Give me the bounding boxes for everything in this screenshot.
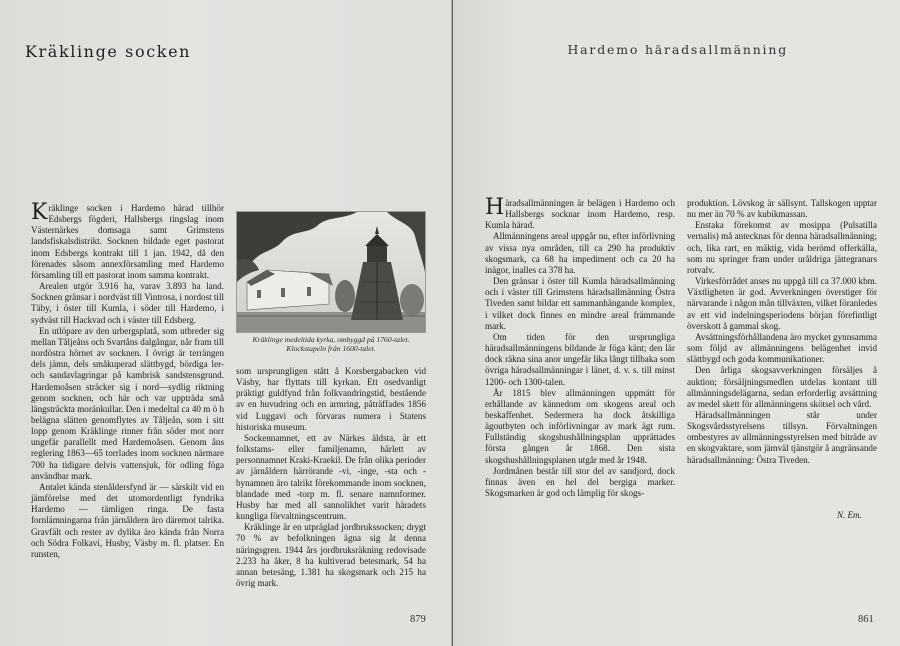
caption-line: Kräklinge medeltida kyrka, ombyggd på 1760-talet. [252,335,410,344]
dropcap-letter: K [31,200,48,225]
paragraph: En utlöpare av den urbergsplatå, som utbreder sig mellan Tåljeåns och Svartåns dalgångar, når fram till nordöstra hörnet av socknen. I övrigt är terrängen dels jämn, dels småkuperad slättbygd, bördiga ler- och sandavlagringar på kambrisk sandstensgrund. Hardemoåsen sträcker sig i nord—sydlig riktning genom socknen, och här och var uppträda små längsträckta moränkullar. Den i medeltal ca 40 m ö h belägna slätten genomflytes av Tåljeån, som i sitt lopp genom Kräklinge rinner från söder mot norr ungefär parallellt med Hardemoåsen. Genom åns reglering 1863—65 torrlades inom socknen närmare 700 ha tidigare delvis vattensjuk, för odling föga användbar mark. [31,325,224,481]
right-page-title: Hardemo häradsallmänning [567,42,788,57]
paragraph: Kräklinge socken i Hardemo härad tillhör Edsbergs fögderi, Hallsbergs tingslag inom Västernärkes domsaga samt Grimstens landsfiskalsdistrikt. Socknen bildade eget pastorat inom Edsbergs kontrakt till 1 jan. 1942, då den förenades såsom annexförsamling med Hardemo församling till ett pastorat inom samma kontrakt. [31,200,224,280]
paragraph: Avsättningsförhållandena äro mycket gynnsamma som följd av allmänningens belägenhet invid slättbygd och goda kommunikationer. [687,331,877,365]
church-photo [236,211,426,333]
photo-caption [236,335,426,353]
paragraph: Allmänningens areal uppgår nu, efter införlivning av vissa nya områden, till ca 290 ha produktiv skogsmark, ca 68 ha impediment och ca 20 ha inägor, inalles ca 378 ha. [485,231,675,275]
paragraph: Häradsallmänningen står under Skogsvårdsstyrelsens tillsyn. Förvaltningen ombestyres av allmänningsstyrelsen med biträde av en skogvaktare, som jämväl tjänstgör å angränsande häradsallmänning: Östra Tiveden. [687,409,877,465]
author-signature: N. Em. [837,510,862,520]
paragraph: Kräklinge är en utpräglad jordbrukssocken; drygt 70 % av befolkningen ägna sig åt denna näringsgren. 1944 års jordbruksräkning redovisade 2.233 ha åker, 8 ha kultiverad betesmark, 54 ha annan betesäng, 1.381 ha skogsmark och 215 ha övrig mark. [236,522,426,588]
left-column-2 [236,366,426,589]
paragraph: Den årliga skogsavverkningen försäljes å auktion; försäljningsmedlen utdelas kontant till allmänningsdelägarna, sedan erforderlig avsättning av medel skett för allmänningens skötsel och vård. [687,365,877,409]
paragraph: Antalet kända stenåldersfynd är — särskilt vid en jämförelse med det utomordentligt fyndrika Hardemo — tämligen ringa. De fasta fornlämningarna från järnåldern äro däremot talrika. Gravfält och rester av dylika äro kända från Norra och Södra Folkavi, Husby, Väsby m. fl. platser. En runsten, [31,481,224,559]
caption-line: Klockstapeln från 1600-talet. [286,344,376,354]
paragraph: Enstaka förekomst av mosippa (Pulsatilla vernalis) må antecknas för denna häradsallmänning; och, lika rart, en mäktig, vida berömd offerkälla, som nu springer fram under uråldriga jättegranars rotvalv. [687,220,877,275]
paragraph: Virkesförrådet anses nu uppgå till ca 37.000 kbm. Växtligheten är god. Avverkningen överstiger för närvarande i någon mån tillväxten, vilket föranledes av ett vid indelningsperiodens början förefintligt överskott å gammal skog. [687,276,877,331]
paragraph: Häradsallmänningen är belägen i Hardemo och Hallsbergs socknar inom Hardemo, resp. Kumla härad. [485,195,675,231]
left-page-title: Kräklinge socken [25,42,192,61]
right-page-number: 861 [858,614,874,625]
right-column-1 [485,195,675,499]
paragraph: Om tiden för den ursprungliga häradsallmänningens bildande är föga känt; den lär dock räkna sina anor ungefär lika långt tillbaka som övriga häradsallmänningar i länet, d. v. s. till minst 1200- och 1300-talen. [485,331,675,387]
paragraph: År 1815 blev allmänningen uppmätt för erhållande av kännedom om skogens areal och beskaffenhet. Sedermera ha dock åtskilliga ägoutbyten och införlivningar av mark ägt rum. Fullständig skogshushållningsplan upprättades första gången år 1868. Den sista skogshushållningsplanen utgår med år 1948. [485,387,675,465]
paragraph: Jordmånen består till stor del av sandjord, dock finnas även en hel del bergiga marker. Skogsmarken är god och lämplig för skogs- [485,465,675,499]
church-illustration [237,212,425,332]
dropcap-letter: H [485,195,505,220]
paragraph: produktion. Lövskog är sällsynt. Tallskogen upptar nu mer än 70 % av kubikmassan. [687,198,877,220]
paragraph: Den gränsar i öster till Kumla häradsallmänning och i väster till Grimstens häradsallmänning Östra Tiveden samt bildar ett sammanhängande komplex, i vilket dock finnes en mindre areal främmande mark. [485,276,675,331]
paragraph: Sockennamnet, ett av Närkes äldsta, är ett folkstams- eller familjenamn, härlett av personnamnet Kraki-Kraekil. De från olika perioder av järnåldern härrörande -vi, -inge, -sta och -bynamnen äro talrikt förekommande inom socknen, blandade med -torp m. fl. senare namnformer. Husby har med all sannolikhet varit häradets kungliga förvaltningscentrum. [236,432,426,522]
paragraph: som ursprungligen stått å Korsbergabacken vid Väsby, har flyttats till kyrkan. Ett osedvanligt präktigt guldfynd från folkvandringstid, bestående av en huvudring och en armring, påträffades 1856 vid Luggavi och förvaras numera i Statens historiska museum. [236,366,426,432]
left-column-1 [31,200,225,560]
right-column-2 [687,198,877,466]
left-page-number: 879 [410,614,426,625]
paragraph: Arealen utgör 3.916 ha, varav 3.893 ha land. Socknen gränsar i nordväst till Vintrosa, i nordost till Täby, i öster till Kumla, i söder till Hardemo, i sydväst till Hackvad och i väster till Edsberg. [31,281,225,325]
